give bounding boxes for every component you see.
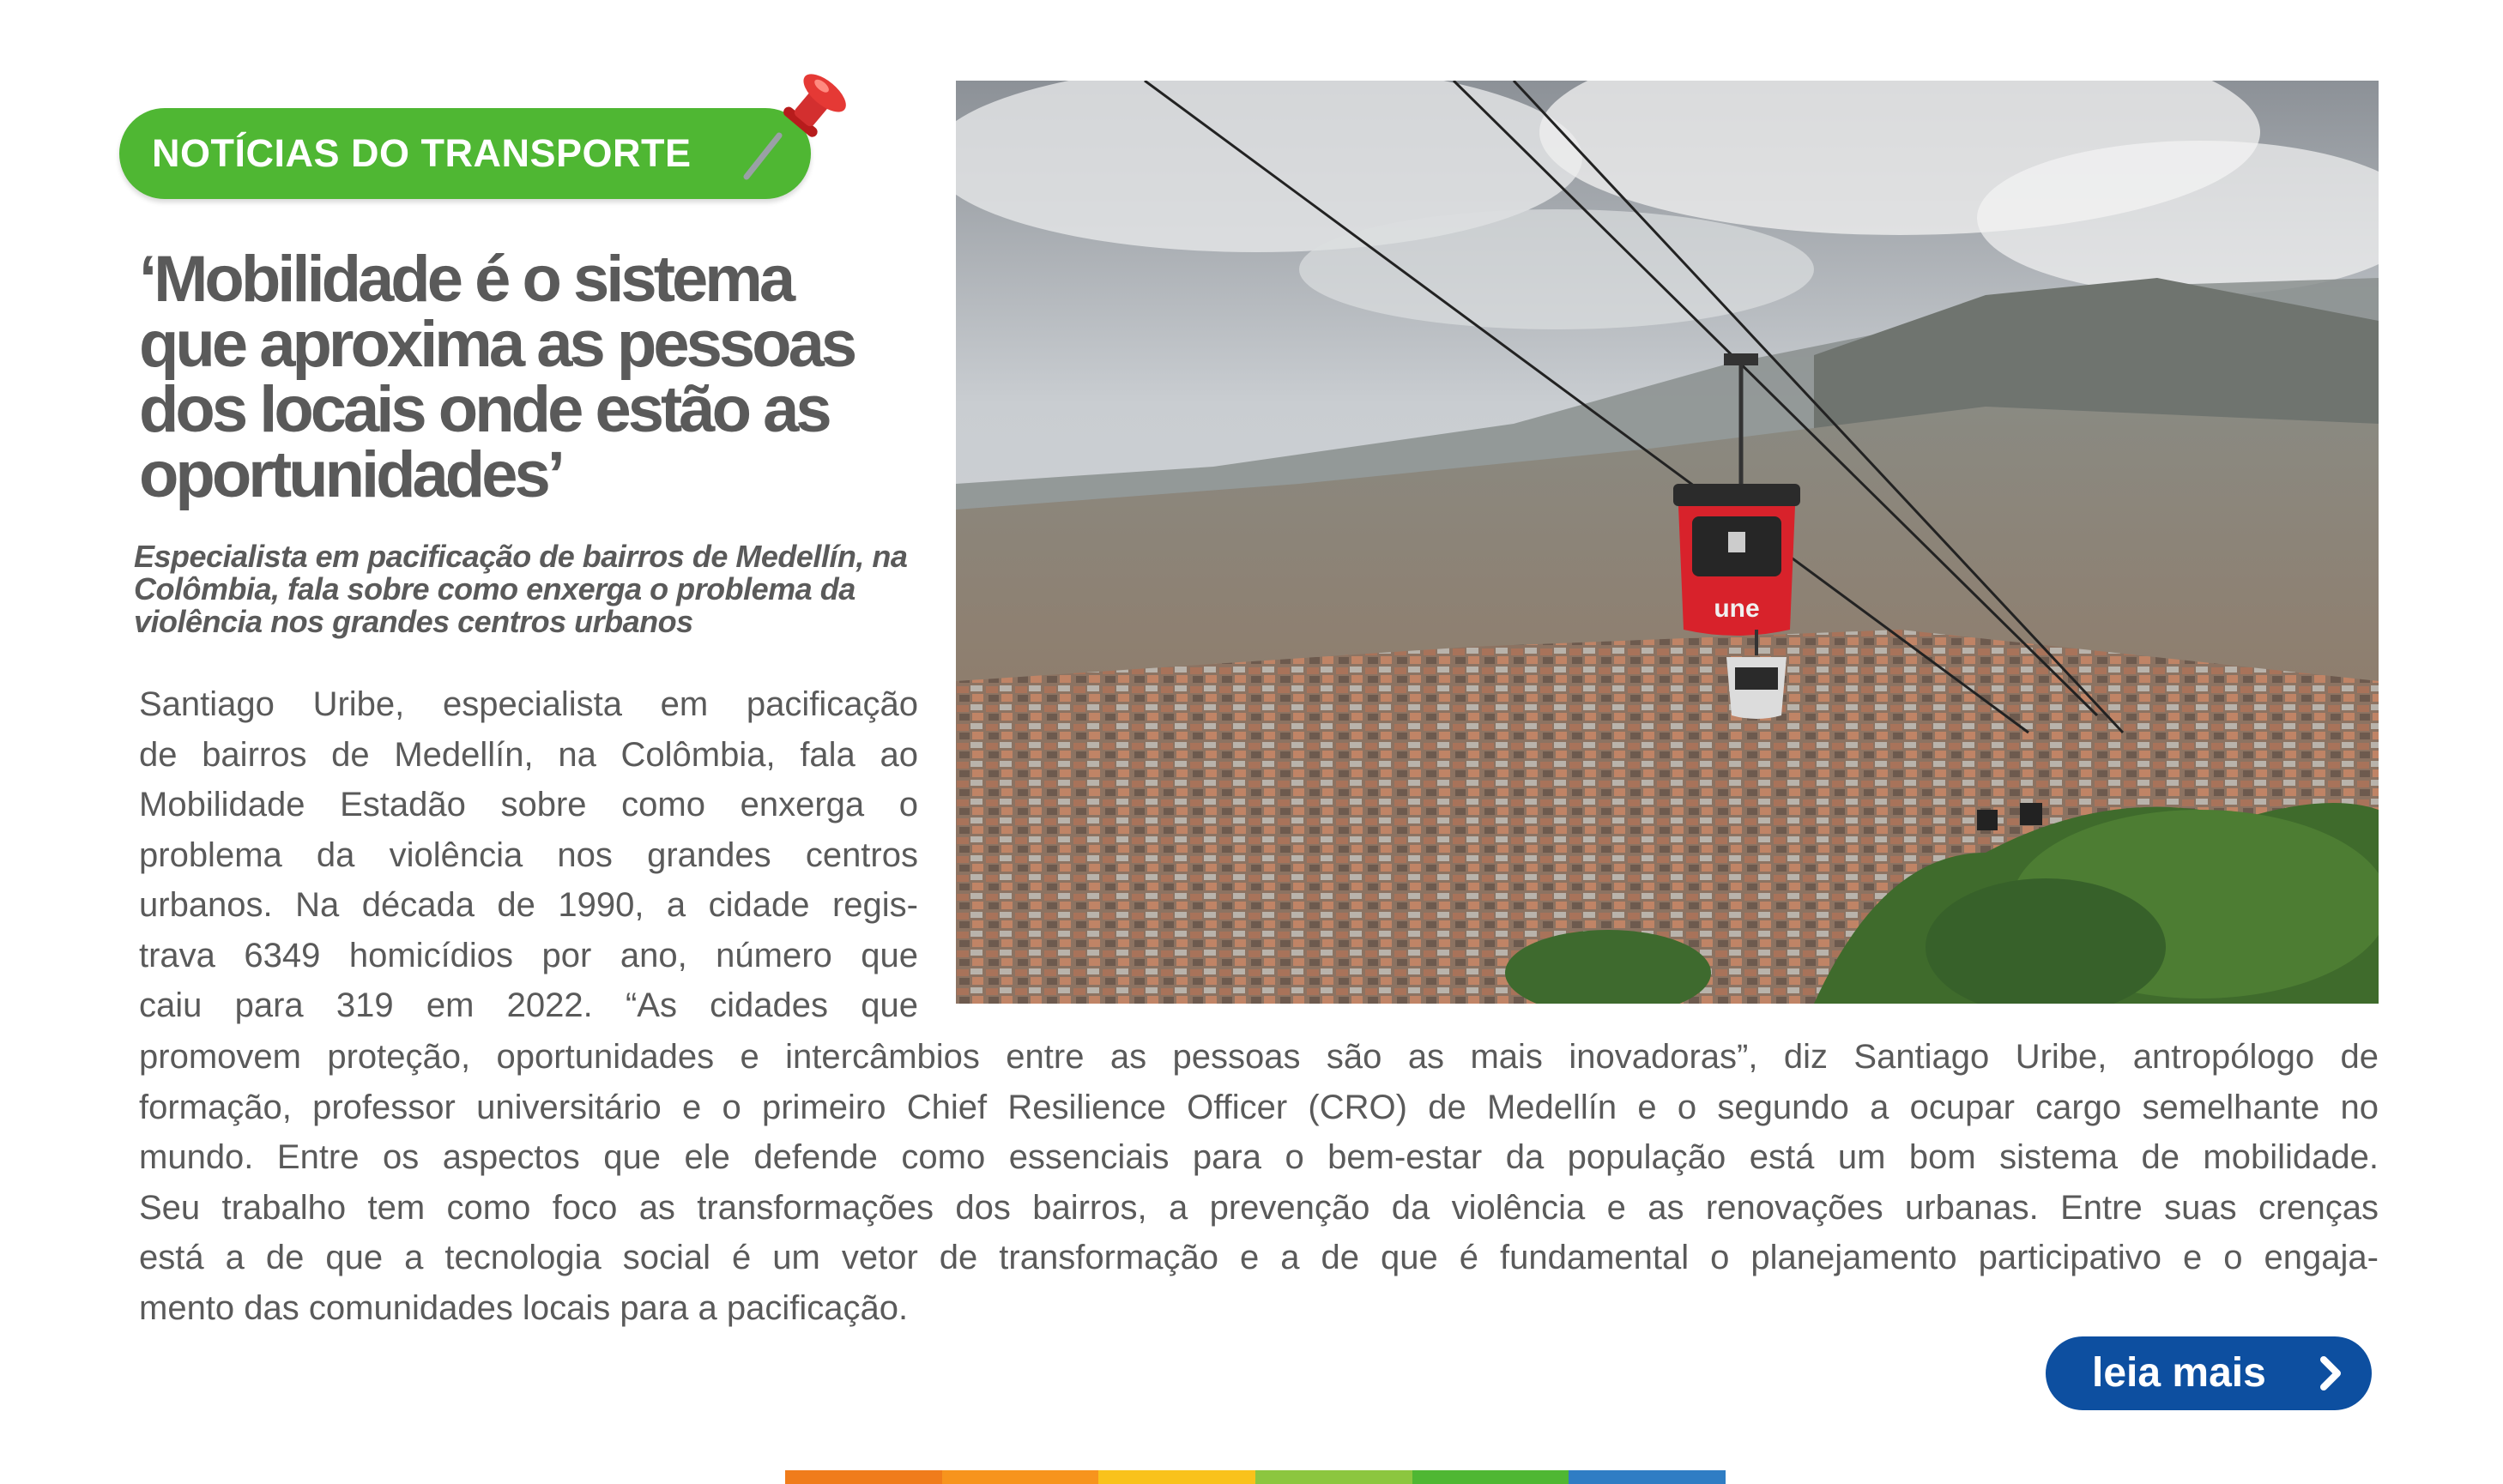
article-body-wide [139,1032,2379,1333]
body-line: urbanos. Na década de 1990, a cidade regis- [139,886,918,924]
subtitle: Especialista em pacificação de bairros de Medellín, na Colômbia, fala sobre como enxerga o problema da violência nos grandes centros urbanos [134,539,908,639]
read-more-label: leia mais [2092,1350,2266,1396]
cabin-logo: une [1714,594,1760,623]
headline: ‘Mobilidade é o sistema que aproxima as pessoas dos locais onde estão as oportunidades’ [139,243,855,511]
body-line: mento das comunidades locais para a pacificação. [139,1288,909,1327]
body-line: Mobilidade Estadão sobre como enxerga o [139,786,918,823]
body-line: caiu para 319 em 2022. “As cidades que [139,986,918,1024]
section-tag-label: NOTÍCIAS DO TRANSPORTE [152,131,692,175]
body-line: formação, professor universitário e o primeiro Chief Resilience Officer (CRO) de Medellín e o segundo a ocupar cargo semelhante no [139,1088,2379,1126]
stripe-segment [942,1470,1099,1484]
body-line: promovem proteção, oportunidades e intercâmbios entre as pessoas são as mais inovadoras”, diz Santiago Uribe, antropólogo de [139,1038,2379,1076]
medellin-cable-car-photo [956,81,2379,1004]
pushpin-icon [738,67,849,187]
stripe-segment [1569,1470,1726,1484]
body-line: problema da violência nos grandes centros [139,836,918,874]
read-more-button[interactable] [2046,1336,2372,1410]
section-tag [119,108,811,199]
body-line: Seu trabalho tem como foco as transformações dos bairros, a prevenção da violência e as renovações urbanas. Entre suas crenças [139,1188,2379,1227]
body-line: Santiago Uribe, especialista em pacificação [139,685,918,723]
article-body-column [139,679,918,1031]
stripe-segment [785,1470,942,1484]
footer-color-stripe [785,1470,1726,1484]
body-line: está a de que a tecnologia social é um vetor de transformação e a de que é fundamental o planejamento participativo e o engaja- [139,1239,2379,1276]
stripe-segment [1098,1470,1255,1484]
body-line: de bairros de Medellín, na Colômbia, fala ao [139,735,918,774]
chevron-right-icon [2313,1356,2348,1390]
body-line: trava 6349 homicídios por ano, número que [139,936,918,974]
body-line: mundo. Entre os aspectos que ele defende como essenciais para o bem-estar da população está um bom sistema de mobilidade. [139,1138,2379,1176]
stripe-segment [1255,1470,1412,1484]
stripe-segment [1412,1470,1569,1484]
